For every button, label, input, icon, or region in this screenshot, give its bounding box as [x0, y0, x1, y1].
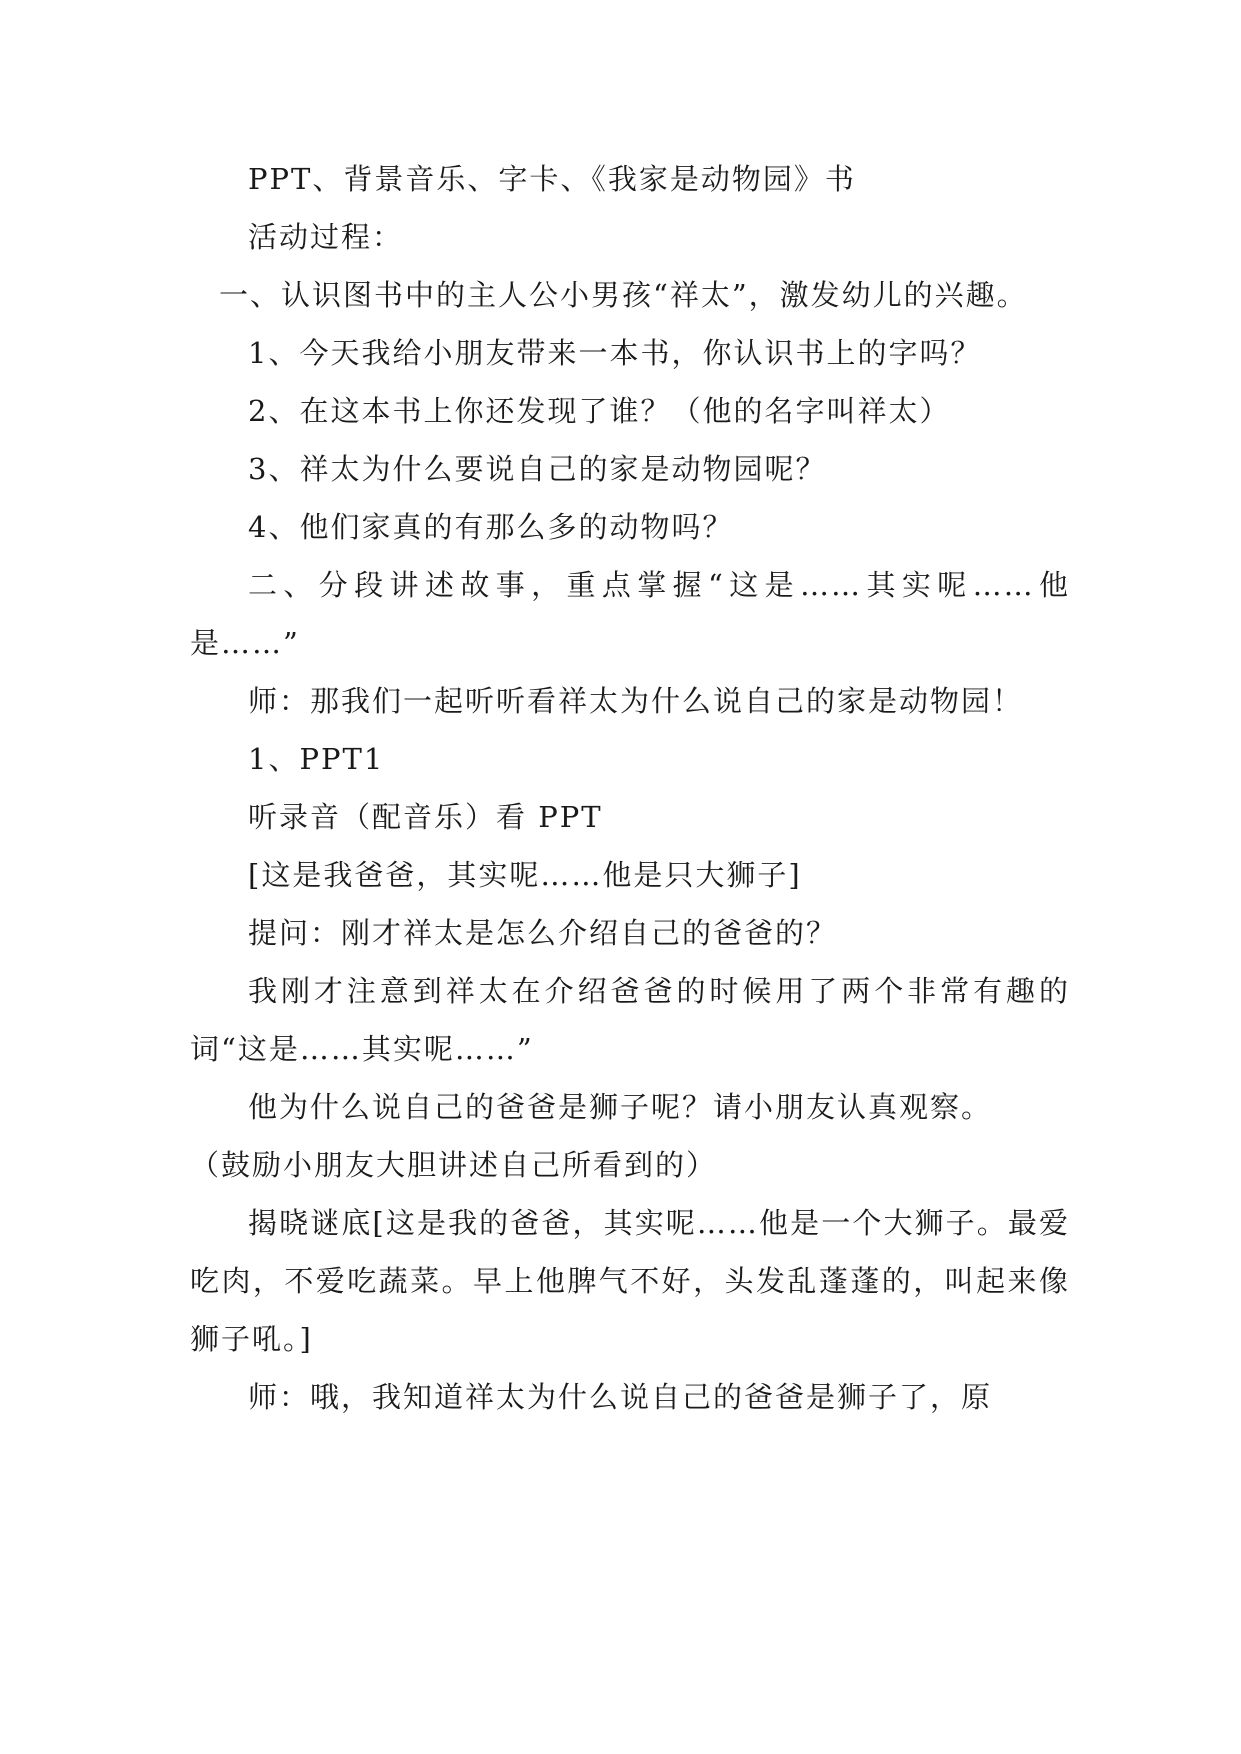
question-3: 3、祥太为什么要说自己的家是动物园呢？ [248, 452, 827, 486]
document-body [190, 150, 1070, 1426]
question-2: 2、在这本书上你还发现了谁？（他的名字叫祥太） [248, 394, 951, 428]
reveal-answer: 揭晓谜底[这是我的爸爸，其实呢……他是一个大狮子。最爱吃肉，不爱吃蔬菜。早上他脾气不好，头发乱蓬蓬的，叫起来像狮子吼。] [190, 1206, 1070, 1356]
question-intro-dad: 提问：刚才祥太是怎么介绍自己的爸爸的？ [248, 916, 838, 950]
ppt1-label: 1、PPT1 [248, 742, 385, 776]
teacher-observation: 我刚才注意到祥太在介绍爸爸的时候用了两个非常有趣的词“这是……其实呢……” [190, 974, 1070, 1066]
question-1: 1、今天我给小朋友带来一本书，你认识书上的字吗？ [248, 336, 982, 370]
encourage-note: （鼓励小朋友大胆讲述自己所看到的） [190, 1148, 718, 1182]
story-quote-1: [这是我爸爸，其实呢……他是只大狮子] [248, 858, 802, 892]
question-4: 4、他们家真的有那么多的动物吗？ [248, 510, 734, 544]
step-one-heading: 一、认识图书中的主人公小男孩“祥太”，激发幼儿的兴趣。 [219, 278, 1028, 312]
listen-instruction: 听录音（配音乐）看 PPT [248, 800, 603, 834]
section-heading-process: 活动过程： [248, 220, 404, 254]
step-two-heading: 二、分段讲述故事，重点掌握“这是……其实呢……他是……” [190, 568, 1070, 660]
materials-line: PPT、背景音乐、字卡、《我家是动物园》书 [248, 162, 856, 196]
teacher-line-2: 师：哦，我知道祥太为什么说自己的爸爸是狮子了，原 [248, 1380, 993, 1414]
question-why-lion: 他为什么说自己的爸爸是狮子呢？请小朋友认真观察。 [248, 1090, 993, 1124]
teacher-line-1: 师：那我们一起听听看祥太为什么说自己的家是动物园！ [248, 684, 1024, 718]
